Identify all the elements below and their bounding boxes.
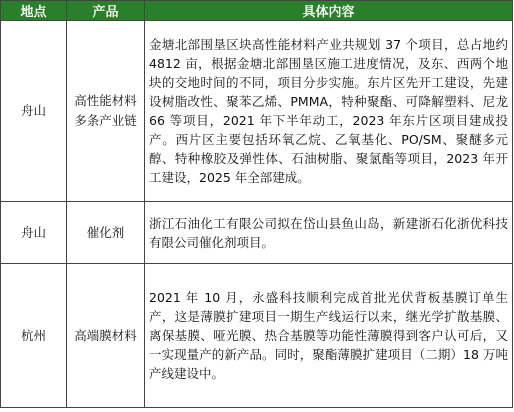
cell-product: 高性能材料多条产业链 bbox=[67, 21, 145, 202]
cell-product: 高端膜材料 bbox=[67, 264, 145, 408]
cell-product: 催化剂 bbox=[67, 202, 145, 264]
cell-location: 舟山 bbox=[1, 202, 67, 264]
cell-content: 金塘北部围垦区块高性能材料产业共规划 37 个项目，总占地约 4812 亩，根据金塘北部围垦区施工进度情况，及东、西两个地块的交地时间的不同，项目分步实施。东片区先开工建设，先建设树脂改性、聚苯乙烯、PMMA，特种聚酯、可降解塑料、尼龙 66 等项目，2021 年下半年动工，2023 年东片区项目建成投产。西片区主要包括环氧乙烷、乙氧基化、PO/SM、聚醚多元醇、特种橡胶及弹性体、石油树脂、聚氯酯等项目，2023 年开工建设，2025 年全部建成。 bbox=[145, 21, 513, 202]
header-product: 产品 bbox=[67, 1, 145, 21]
cell-content: 浙江石油化工有限公司拟在岱山县鱼山岛，新建浙石化浙优科技有限公司催化剂项目。 bbox=[145, 202, 513, 264]
table-header-row bbox=[1, 1, 513, 21]
header-content: 具体内容 bbox=[145, 1, 513, 21]
table-row bbox=[1, 202, 513, 264]
table-row bbox=[1, 264, 513, 408]
header-location: 地点 bbox=[1, 1, 67, 21]
table-row bbox=[1, 21, 513, 202]
cell-location: 舟山 bbox=[1, 21, 67, 202]
cell-location: 杭州 bbox=[1, 264, 67, 408]
cell-content: 2021 年 10 月，永盛科技顺利完成首批光伏背板基膜订单生产，这是薄膜扩建项目一期生产线运行以来，继光学扩散基膜、离保基膜、哑光膜、热合基膜等功能性薄膜得到客户认可后，又一实现量产的新产品。同时，聚酯薄膜扩建项目（二期）18 万吨产线建设中。 bbox=[145, 264, 513, 408]
